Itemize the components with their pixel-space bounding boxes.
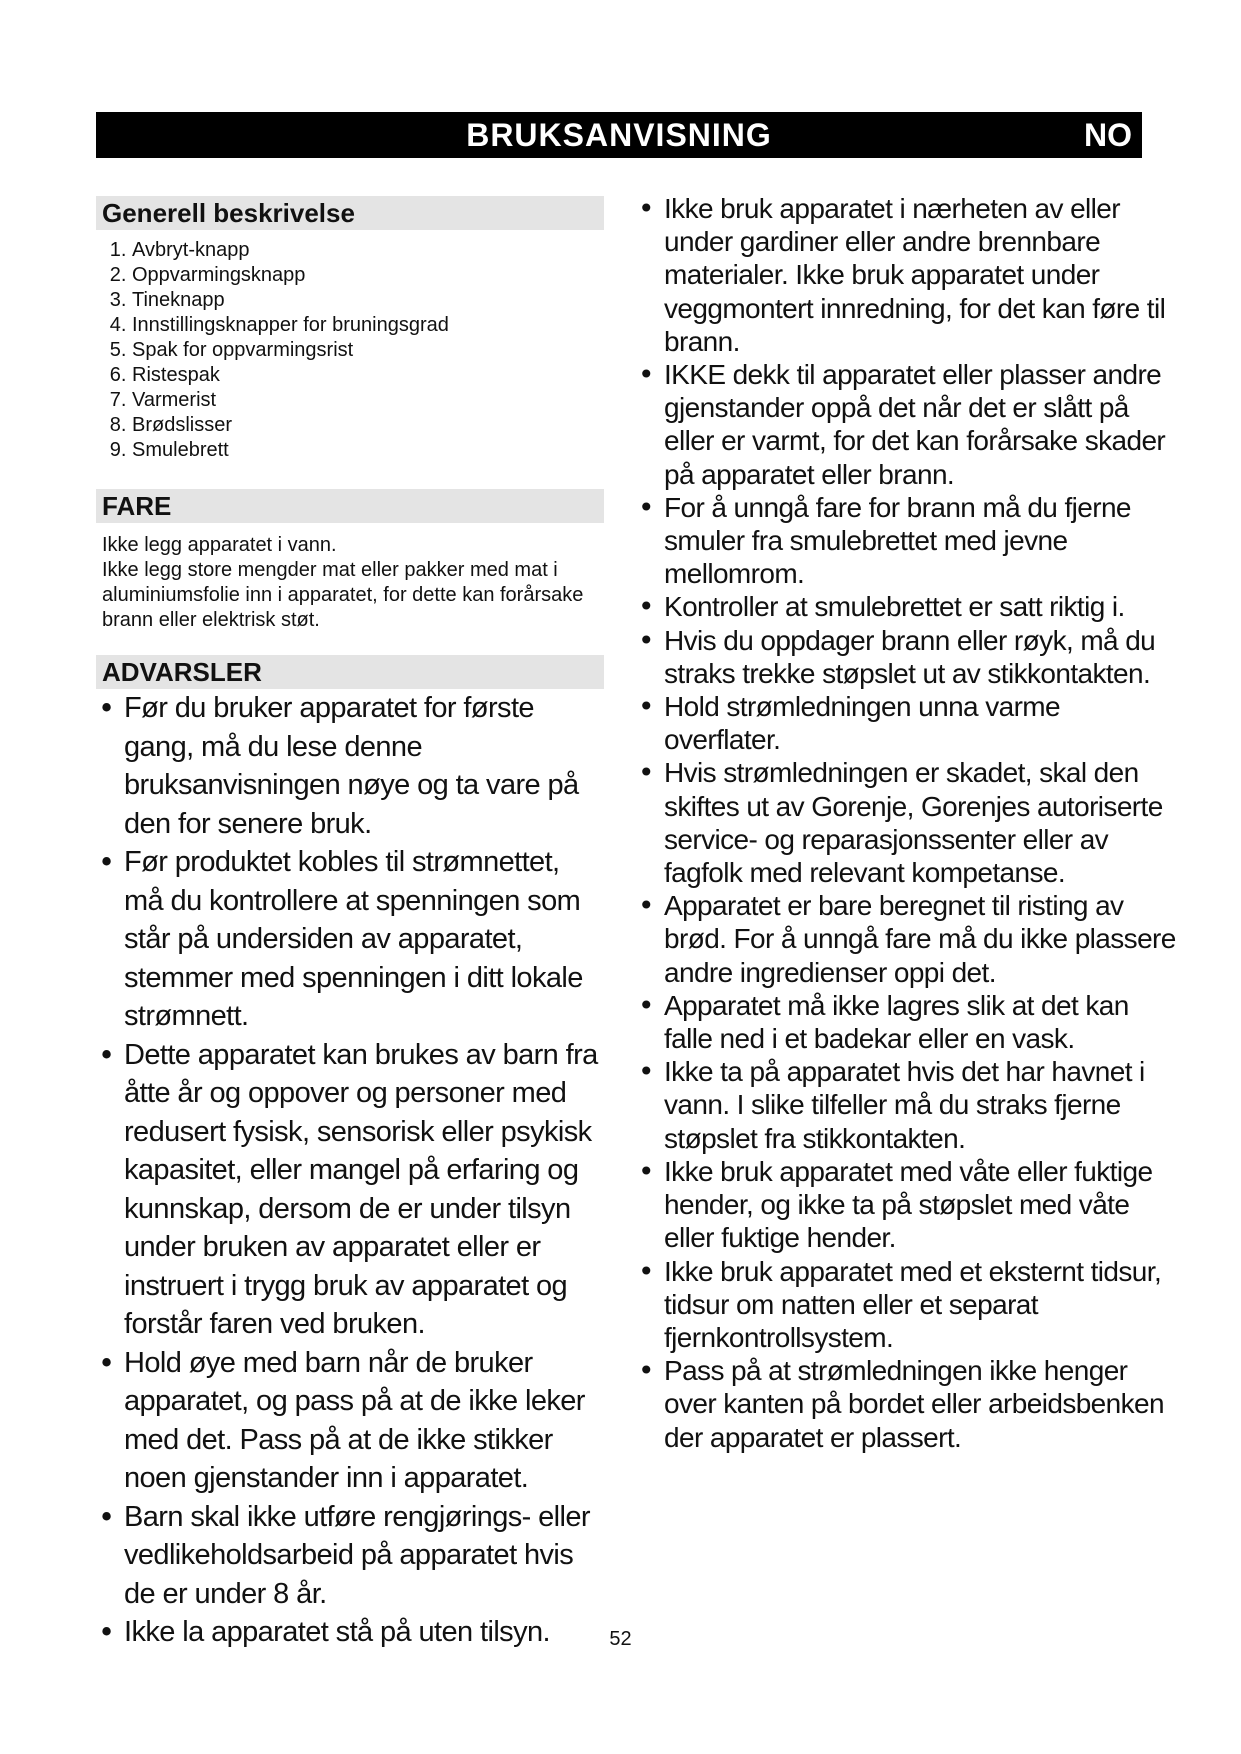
page-title: BRUKSANVISNING xyxy=(466,117,772,153)
warnings-heading: ADVARSLER xyxy=(96,655,604,689)
page-number: 52 xyxy=(609,1628,632,1650)
language-code: NO xyxy=(1076,112,1132,158)
parts-list xyxy=(96,238,604,463)
warning-item: • IKKE dekk til apparatet eller plasser andre gjenstander oppå det når det er slått på eller er varmt, for det kan forårsake skader på apparatet eller brann. xyxy=(636,358,1176,491)
warning-item: • Ikke la apparatet stå på uten tilsyn. xyxy=(96,1613,604,1652)
danger-heading: FARE xyxy=(96,489,604,523)
part-item: 7. Varmerist xyxy=(132,388,604,413)
part-item: 8. Brødslisser xyxy=(132,413,604,438)
warning-item: • Ikke ta på apparatet hvis det har havnet i vann. I slike tilfeller må du straks fjerne støpslet fra stikkontakten. xyxy=(636,1055,1176,1155)
header-bar xyxy=(96,112,1142,158)
warnings-list-left xyxy=(96,689,604,1652)
part-item: 5. Spak for oppvarmingsrist xyxy=(132,338,604,363)
warning-item: • Apparatet er bare beregnet til risting av brød. For å unngå fare må du ikke plassere andre ingredienser oppi det. xyxy=(636,889,1176,989)
part-item: 3. Tineknapp xyxy=(132,288,604,313)
part-item: 9. Smulebrett xyxy=(132,438,604,463)
warning-item: • Dette apparatet kan brukes av barn fra åtte år og oppover og personer med redusert fysisk, sensorisk eller psykisk kapasitet, eller mangel på erfaring og kunnskap, dersom de er under tilsyn under bruken av apparatet eller er instruert i trygg bruk av apparatet og forstår faren ved bruken. xyxy=(96,1036,604,1344)
right-column xyxy=(636,192,1176,1454)
warning-item: • Hold strømledningen unna varme overflater. xyxy=(636,690,1176,756)
warnings-list-right xyxy=(636,192,1176,1454)
part-item: 4. Innstillingsknapper for bruningsgrad xyxy=(132,313,604,338)
warning-item: • Apparatet må ikke lagres slik at det kan falle ned i et badekar eller en vask. xyxy=(636,989,1176,1055)
warning-item: • Hvis du oppdager brann eller røyk, må du straks trekke støpslet ut av stikkontakten. xyxy=(636,624,1176,690)
part-item: 2. Oppvarmingsknapp xyxy=(132,263,604,288)
warning-item: • Hold øye med barn når de bruker apparatet, og pass på at de ikke leker med det. Pass på at de ikke stikker noen gjenstander inn i apparatet. xyxy=(96,1344,604,1498)
warning-item: • Hvis strømledningen er skadet, skal den skiftes ut av Gorenje, Gorenjes autoriserte service- og reparasjonssenter eller av fagfolk med relevant kompetanse. xyxy=(636,756,1176,889)
warning-item: • Før produktet kobles til strømnettet, må du kontrollere at spenningen som står på undersiden av apparatet, stemmer med spenningen i ditt lokale strømnett. xyxy=(96,843,604,1036)
general-description-heading: Generell beskrivelse xyxy=(96,196,604,230)
warning-item: • Pass på at strømledningen ikke henger over kanten på bordet eller arbeidsbenken der apparatet er plassert. xyxy=(636,1354,1176,1454)
part-item: 1. Avbryt-knapp xyxy=(132,238,604,263)
part-item: 6. Ristespak xyxy=(132,363,604,388)
warning-item: • Ikke bruk apparatet med våte eller fuktige hender, og ikke ta på støpslet med våte eller fuktige hender. xyxy=(636,1155,1176,1255)
danger-line: Ikke legg apparatet i vann. xyxy=(102,534,337,556)
left-column xyxy=(96,196,604,1652)
warning-item: • For å unngå fare for brann må du fjerne smuler fra smulebrettet med jevne mellomrom. xyxy=(636,491,1176,591)
warning-item: • Barn skal ikke utføre rengjørings- eller vedlikeholdsarbeid på apparatet hvis de er under 8 år. xyxy=(96,1498,604,1614)
danger-text xyxy=(102,533,604,633)
warning-item: • Før du bruker apparatet for første gang, må du lese denne bruksanvisningen nøye og ta vare på den for senere bruk. xyxy=(96,689,604,843)
danger-line: Ikke legg store mengder mat eller pakker med mat i aluminiumsfolie inn i apparatet, for dette kan forårsake brann eller elektrisk støt. xyxy=(102,559,584,631)
warning-item: • Kontroller at smulebrettet er satt riktig i. xyxy=(636,590,1176,623)
warning-item: • Ikke bruk apparatet med et eksternt tidsur, tidsur om natten eller et separat fjernkontrollsystem. xyxy=(636,1255,1176,1355)
warning-item: • Ikke bruk apparatet i nærheten av eller under gardiner eller andre brennbare materialer. Ikke bruk apparatet under veggmontert innredning, for det kan føre til brann. xyxy=(636,192,1176,358)
